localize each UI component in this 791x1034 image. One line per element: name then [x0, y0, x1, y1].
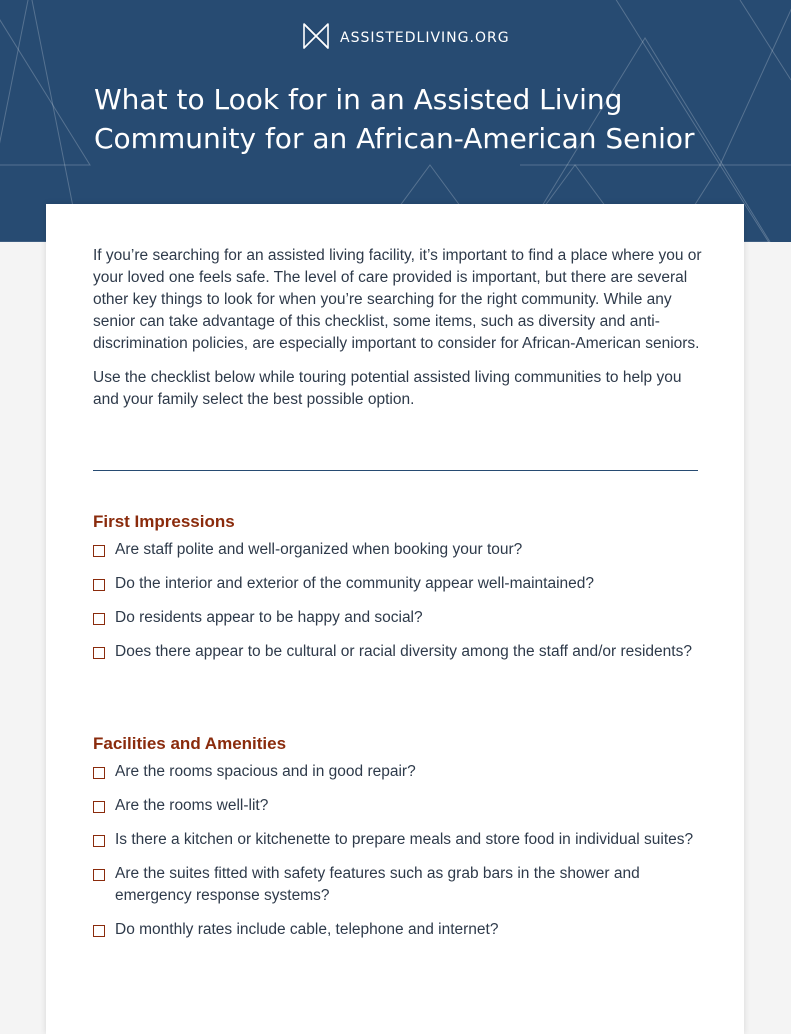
checklist-item [93, 573, 703, 595]
checkbox[interactable] [93, 579, 105, 591]
section-first-impressions [93, 511, 703, 675]
checkbox[interactable] [93, 647, 105, 659]
checklist-item-label: Are the rooms well-lit? [115, 797, 269, 814]
checklist-item-label: Is there a kitchen or kitchenette to prepare meals and store food in individual suites? [115, 831, 694, 848]
checklist-item [93, 829, 703, 851]
checklist-item-label: Are staff polite and well-organized when booking your tour? [115, 541, 523, 558]
checklist-item-label: Do monthly rates include cable, telephone and internet? [115, 921, 499, 938]
page-title [94, 80, 754, 158]
checklist-item [93, 607, 703, 629]
checklist-item-label: Are the rooms spacious and in good repair? [115, 763, 416, 780]
checklist-item [93, 795, 703, 817]
checklist-item [93, 539, 703, 561]
checkbox[interactable] [93, 801, 105, 813]
intro-paragraph-1: If you’re searching for an assisted living facility, it’s important to find a place where you or your loved one feels safe. The level of care provided is important, but there are several other key things to look for when you’re searching for the right community. While any senior can take advantage of this checklist, some items, such as diversity and anti-discrimination policies, are especially important to consider for African-American seniors. [93, 247, 702, 352]
checkbox[interactable] [93, 613, 105, 625]
section-facilities-amenities [93, 733, 703, 953]
checklist-item [93, 761, 703, 783]
checkbox[interactable] [93, 767, 105, 779]
checklist-item-label: Do the interior and exterior of the community appear well-maintained? [115, 575, 595, 592]
section-heading: Facilities and Amenities [93, 734, 287, 753]
brand-logo[interactable] [300, 20, 510, 56]
checklist-item-label: Do residents appear to be happy and social? [115, 609, 423, 626]
checklist-item-label: Does there appear to be cultural or racial diversity among the staff and/or residents? [115, 643, 692, 660]
checklist-item [93, 641, 703, 663]
checkbox[interactable] [93, 545, 105, 557]
section-heading: First Impressions [93, 512, 235, 531]
checkbox[interactable] [93, 869, 105, 881]
checkbox[interactable] [93, 925, 105, 937]
checkbox[interactable] [93, 835, 105, 847]
checklist-item [93, 919, 703, 941]
logo-text: ASSISTEDLIVING.ORG [340, 30, 510, 46]
page-title-line-2: Community for an African-American Senior [94, 122, 695, 155]
checklist-item [93, 863, 703, 907]
logo-mark-icon [300, 18, 332, 59]
intro-paragraph-2: Use the checklist below while touring potential assisted living communities to help you and your family select the best possible option. [93, 369, 682, 408]
intro-text [93, 245, 703, 423]
section-divider [93, 470, 698, 471]
page-title-line-1: What to Look for in an Assisted Living [94, 83, 623, 116]
checklist-item-label: Are the suites fitted with safety features such as grab bars in the shower and emergency response systems? [115, 865, 640, 904]
